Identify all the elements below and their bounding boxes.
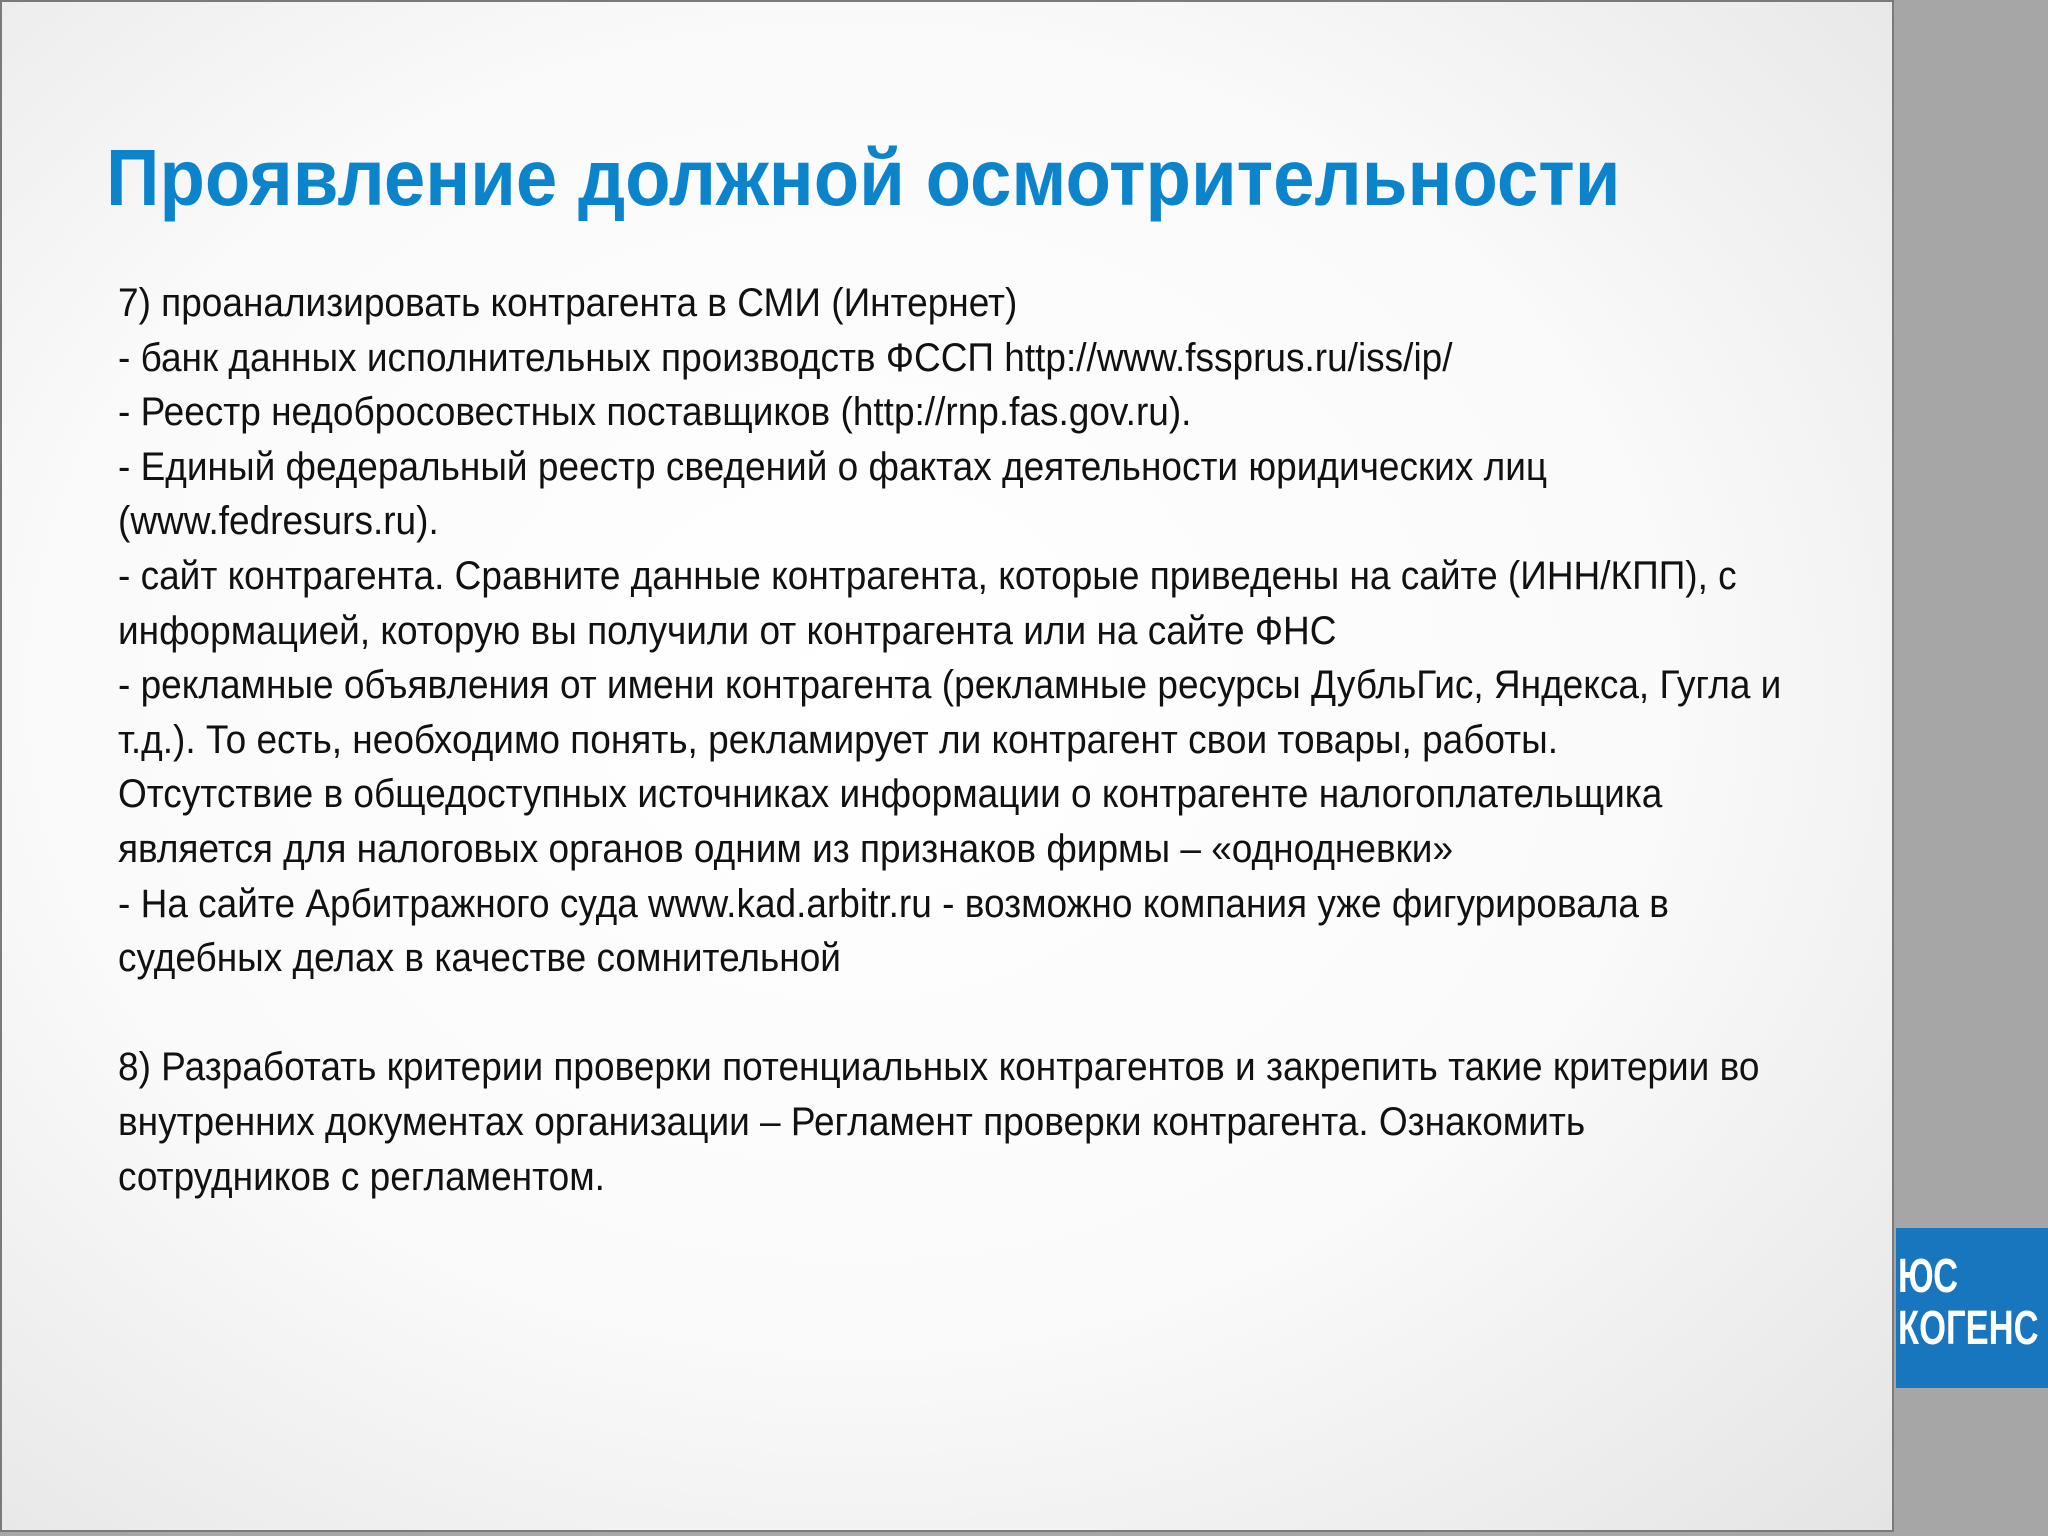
paragraph-gap [118,986,1878,1041]
slide-title: Проявление должной осмотрительности [106,133,1621,222]
body-line: - Единый федеральный реестр сведений о фактах деятельности юридических лиц [118,444,1548,489]
body-line: (www.fedresurs.ru). [118,499,439,544]
logo-text-line2: КОГЕНС [1898,1302,2039,1355]
body-line: является для налоговых органов одним из признаков фирмы – «однодневки» [118,826,1454,871]
body-line: судебных делах в качестве сомнительной [118,936,841,981]
body-line: внутренних документах организации – Регламент проверки контрагента. Ознакомить [118,1099,1586,1144]
logo-text-line1: ЮС [1898,1250,1959,1303]
body-line: Отсутствие в общедоступных источниках информации о контрагенте налогоплательщика [118,772,1663,817]
body-line: т.д.). То есть, необходимо понять, рекламирует ли контрагент свои товары, работы. [118,717,1559,762]
body-line: - сайт контрагента. Сравните данные контрагента, которые приведены на сайте (ИНН/КПП), с [118,553,1737,598]
slide-body [118,276,1878,1204]
body-line: информацией, которую вы получили от контрагента или на сайте ФНС [118,608,1337,653]
body-line: сотрудников с регламентом. [118,1154,605,1199]
body-line: - Реестр недобросовестных поставщиков (http://rnp.fas.gov.ru). [118,390,1192,435]
body-line: - На сайте Арбитражного суда www.kad.arbitr.ru - возможно компания уже фигурировала в [118,881,1669,926]
body-line: - банк данных исполнительных производств ФССП http://www.fssprus.ru/iss/ip/ [118,335,1453,380]
body-line: 8) Разработать критерии проверки потенциальных контрагентов и закрепить такие критерии во [118,1045,1760,1090]
body-line: 7) проанализировать контрагента в СМИ (Интернет) [118,281,1018,325]
body-line: - рекламные объявления от имени контрагента (рекламные ресурсы ДубльГис, Яндекса, Гугла и [118,663,1782,708]
company-logo [1896,1228,2048,1388]
